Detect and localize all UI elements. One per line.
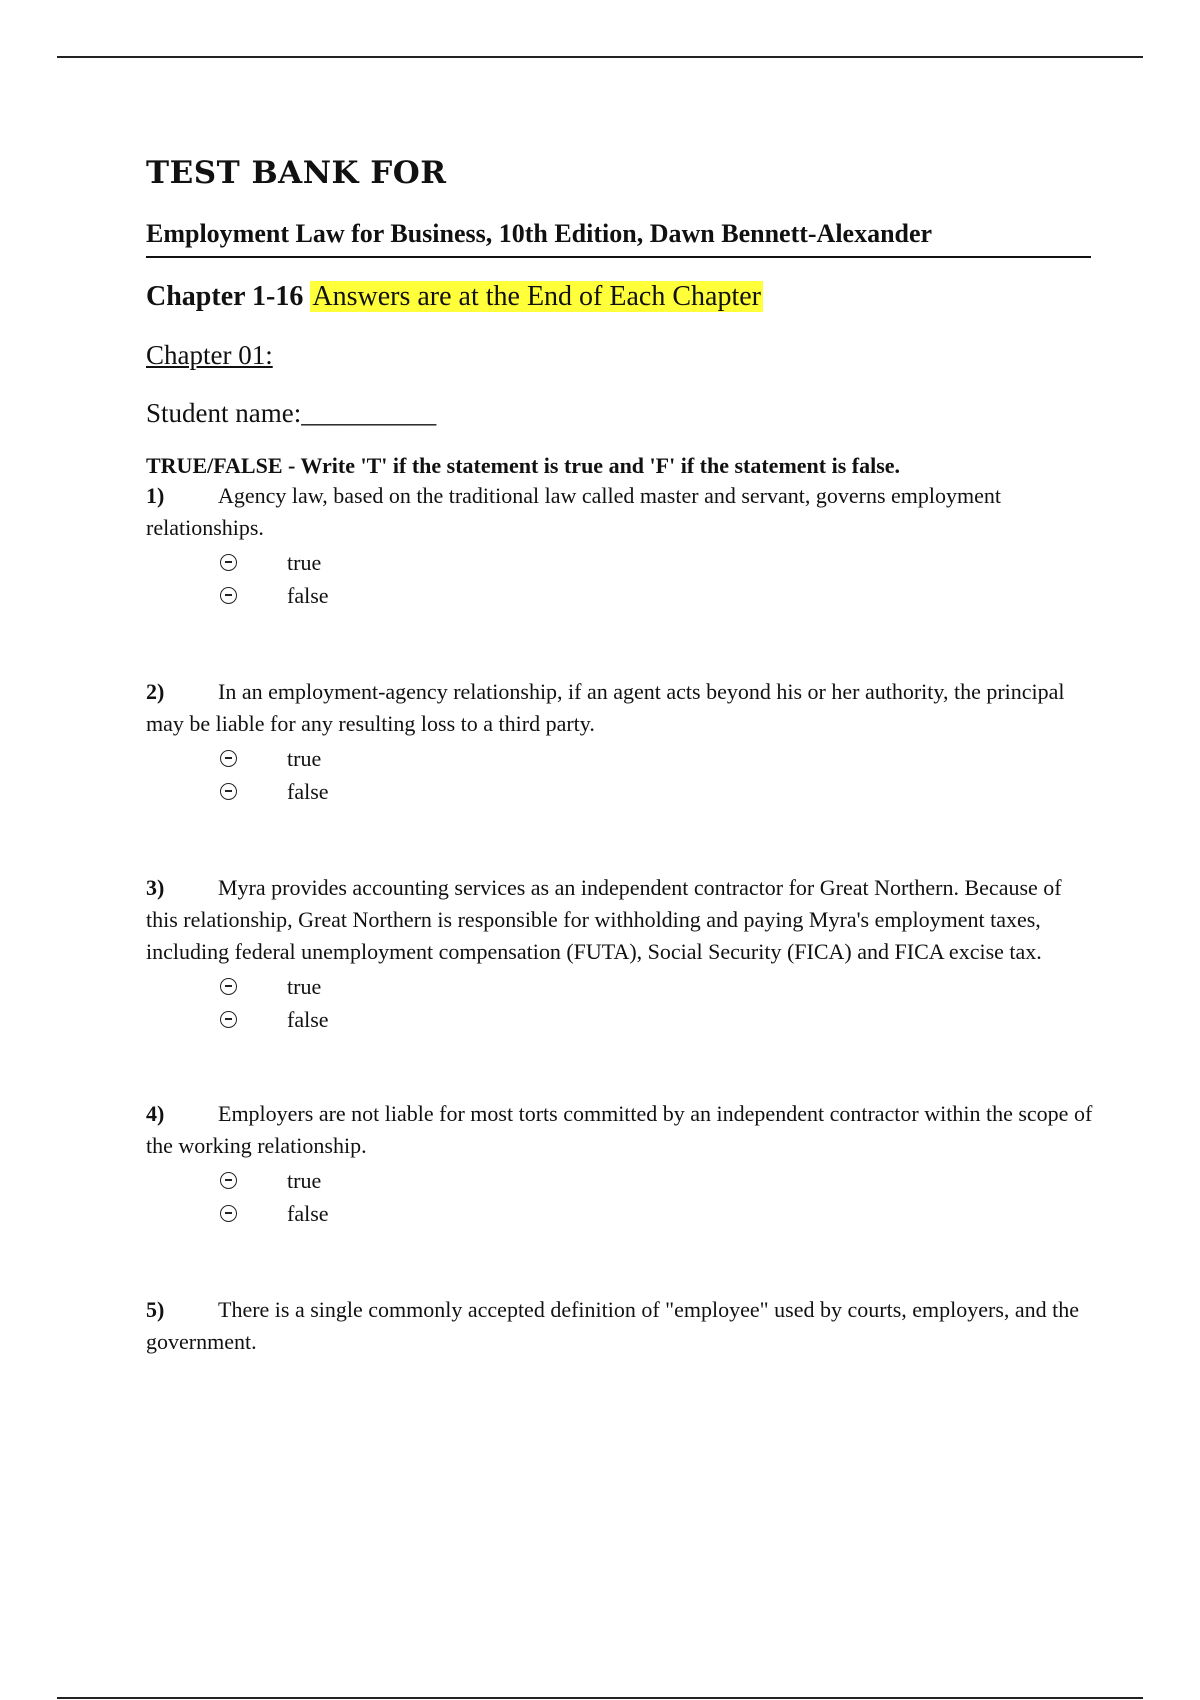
question-number: 2) [146, 679, 165, 704]
radio-button-icon[interactable] [220, 554, 237, 571]
option-label: true [287, 745, 322, 771]
question-1-options [218, 546, 1094, 612]
answers-note: Answers are at the End of Each Chapter [312, 281, 761, 312]
option-false[interactable] [218, 579, 1094, 612]
chapter-range-line [146, 280, 1094, 314]
question-1 [146, 480, 1094, 544]
question-2 [146, 676, 1094, 740]
bottom-rule [57, 1697, 1143, 1699]
question-number: 4) [146, 1101, 165, 1126]
book-subtitle: Employment Law for Business, 10th Edition, Dawn Bennett-Alexander [146, 218, 1091, 258]
question-text: Myra provides accounting services as an independent contractor for Great Northern. Because of this relationship, Great Northern is responsible for withholding and paying Myra's employment taxes, including federal unemployment compensation (FUTA), Social Security (FICA) and FICA excise tax. [146, 875, 1062, 964]
radio-button-icon[interactable] [220, 1205, 237, 1222]
spacer [146, 612, 1094, 676]
chapter-range-label: Chapter 1-16 [146, 281, 304, 312]
student-name-field: Student name:__________ [146, 398, 437, 428]
radio-button-icon[interactable] [220, 1172, 237, 1189]
question-text: There is a single commonly accepted definition of "employee" used by courts, employers, and the government. [146, 1297, 1080, 1354]
question-number: 1) [146, 483, 165, 508]
spacer [146, 808, 1094, 872]
option-false[interactable] [218, 775, 1094, 808]
radio-button-icon[interactable] [220, 1011, 237, 1028]
option-label: true [287, 973, 322, 999]
radio-button-icon[interactable] [220, 783, 237, 800]
question-5 [146, 1294, 1094, 1358]
document-title: TEST BANK FOR [146, 155, 447, 191]
question-number: 5) [146, 1297, 165, 1322]
option-true[interactable] [218, 970, 1094, 1003]
option-label: false [287, 582, 329, 608]
question-2-options [218, 742, 1094, 808]
question-4-options [218, 1164, 1094, 1230]
option-label: true [287, 549, 322, 575]
question-3-options [218, 970, 1094, 1036]
option-true[interactable] [218, 742, 1094, 775]
document-body [146, 150, 1094, 1358]
top-rule [57, 56, 1143, 58]
question-number: 3) [146, 875, 165, 900]
question-text: Agency law, based on the traditional law called master and servant, governs employment relationships. [146, 483, 1001, 540]
radio-button-icon[interactable] [220, 587, 237, 604]
option-true[interactable] [218, 546, 1094, 579]
option-label: false [287, 1200, 329, 1226]
option-false[interactable] [218, 1197, 1094, 1230]
question-text: In an employment-agency relationship, if an agent acts beyond his or her authority, the principal may be liable for any resulting loss to a third party. [146, 679, 1065, 736]
option-true[interactable] [218, 1164, 1094, 1197]
option-label: false [287, 778, 329, 804]
chapter-heading [146, 338, 1094, 372]
option-label: true [287, 1167, 322, 1193]
chapter-heading-text: Chapter 01: [146, 340, 273, 370]
option-false[interactable] [218, 1003, 1094, 1036]
option-label: false [287, 1006, 329, 1032]
radio-button-icon[interactable] [220, 750, 237, 767]
instructions: TRUE/FALSE - Write 'T' if the statement is true and 'F' if the statement is false. [146, 453, 901, 478]
spacer [146, 1036, 1094, 1098]
question-4 [146, 1098, 1094, 1162]
question-3 [146, 872, 1094, 968]
question-text: Employers are not liable for most torts committed by an independent contractor within the scope of the working relationship. [146, 1101, 1093, 1158]
spacer [146, 1230, 1094, 1294]
radio-button-icon[interactable] [220, 978, 237, 995]
